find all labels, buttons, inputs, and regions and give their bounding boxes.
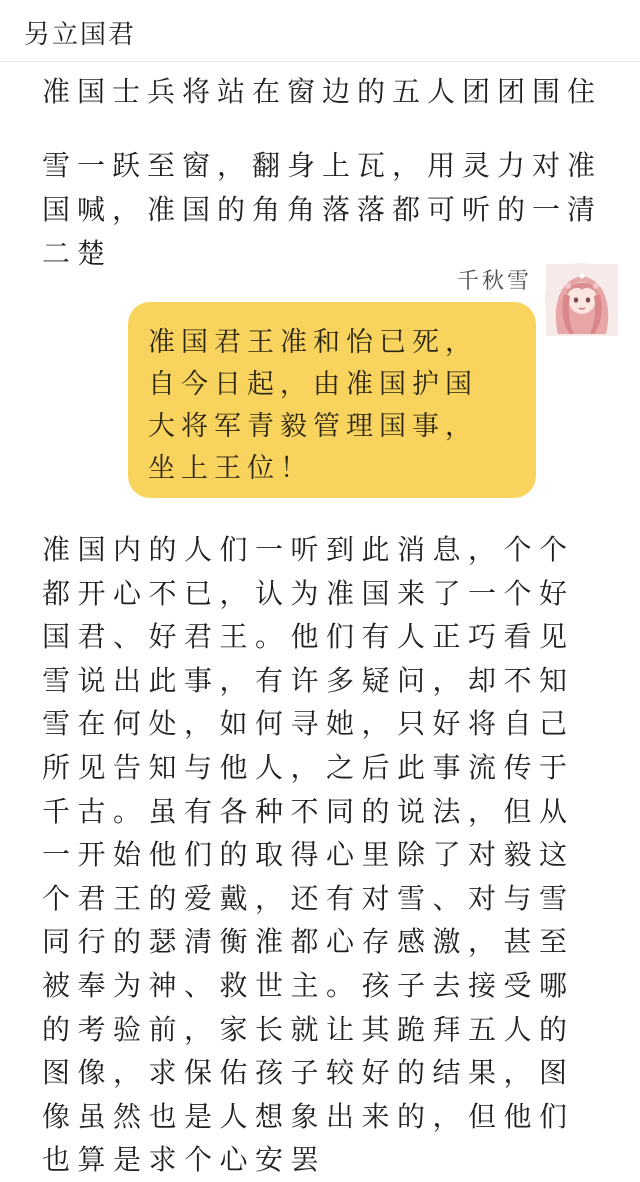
article-paragraph-3: 准国内的人们一听到此消息，个个都开心不已，认为准国来了一个好国君、好君王。他们有人正巧看见雪说出此事，有许多疑问，却不知雪在何处，如何寻她，只好将自己所见告知与他人，之后此事流传于千古。虽有各种不同的说法，但从一开始他们的取得心里除了对毅这个君王的爱戴，还有对雪、对与雪同行的瑟清衡淮都心存感激，甚至被奉为神、救世主。孩子去接受哪的考验前，家长就让其跪拜五人的图像，求保佑孩子较好的结果，图像虽然也是人想象出来的，但他们也算是求个心安罢 (42, 533, 575, 1177)
avatar[interactable] (545, 263, 617, 335)
chat-message-bubble (128, 302, 536, 498)
chat-message-text: 准国君王准和怡已死，自今日起，由准国护国大将军青毅管理国事，坐上王位！ (148, 327, 478, 484)
page-header (0, 0, 640, 62)
article-paragraph-1: 准国士兵将站在窗边的五人团团围住 (42, 75, 603, 108)
article-paragraph-2: 雪一跃至窗，翻身上瓦，用灵力对准国喊，准国的角角落落都可听的一清二楚 (42, 149, 603, 270)
header-title: 另立国君 (24, 20, 137, 50)
girl-portrait-icon (546, 264, 618, 336)
sender-name: 千秋雪 (456, 269, 532, 294)
